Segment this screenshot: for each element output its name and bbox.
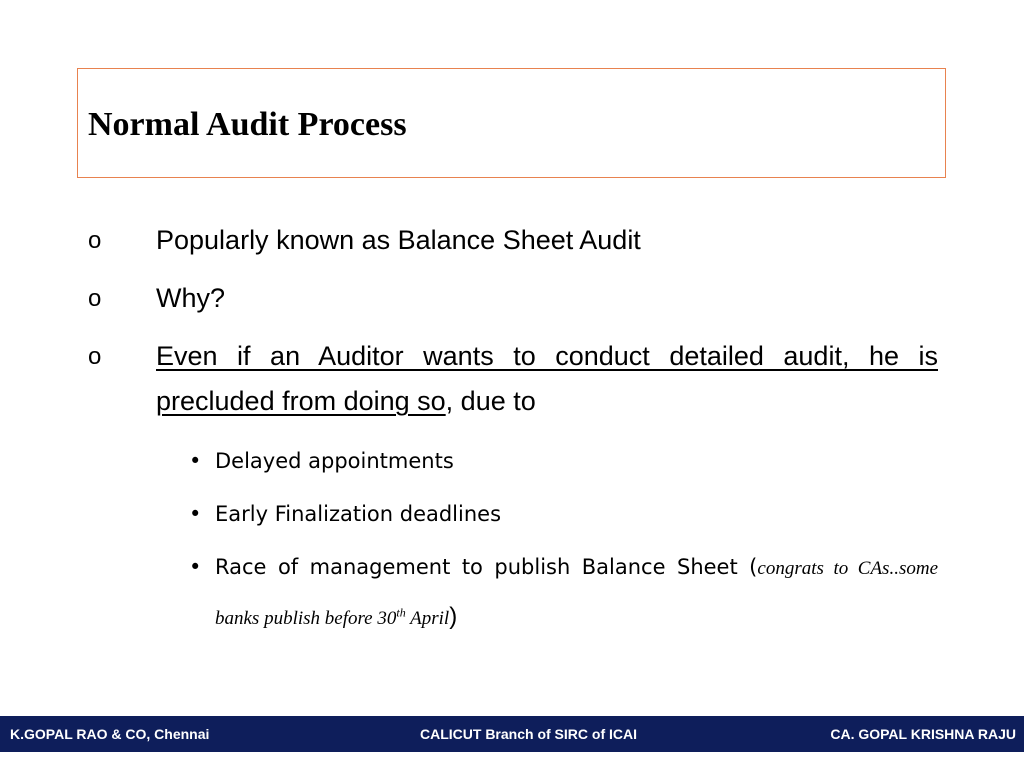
circle-bullet-icon: o [88, 285, 102, 312]
underlined-text: Even if an Auditor wants to conduct detailed audit, he is precluded from doing so [156, 341, 938, 416]
footer-left: K.GOPAL RAO & CO, Chennai [10, 726, 210, 742]
bullet-text: , due to [445, 386, 536, 416]
bullet-item [88, 276, 938, 321]
note-text-end: April [405, 608, 450, 629]
sub-bullet-text: Race of management to publish Balance Sheet ( [215, 555, 758, 579]
slide-title: Normal Audit Process [88, 106, 407, 143]
bullet-text: Popularly known as Balance Sheet Audit [156, 225, 641, 255]
sub-bullet-item [189, 490, 938, 538]
bullet-item [88, 218, 938, 263]
circle-bullet-icon: o [88, 227, 102, 254]
sub-bullet-item [189, 543, 939, 643]
footer-right: CA. GOPAL KRISHNA RAJU [830, 726, 1016, 742]
bullet-list [88, 218, 938, 648]
circle-bullet-icon: o [88, 343, 102, 370]
dot-bullet-icon: • [189, 502, 202, 526]
title-box [77, 68, 946, 178]
dot-bullet-icon: • [189, 449, 202, 473]
sub-bullet-item [189, 437, 938, 485]
closing-paren: ) [449, 603, 458, 630]
sub-bullet-text: Delayed appointments [215, 449, 454, 473]
bullet-item [88, 334, 938, 424]
dot-bullet-icon: • [189, 555, 202, 579]
sub-bullet-text: Early Finalization deadlines [215, 502, 502, 526]
note-text: congrats to CAs..some banks publish before 30 [215, 558, 939, 629]
bullet-text: Why? [156, 283, 226, 313]
footer-bar [0, 716, 1024, 752]
ordinal-suffix: th [396, 605, 406, 620]
footer-center: CALICUT Branch of SIRC of ICAI [420, 726, 637, 742]
